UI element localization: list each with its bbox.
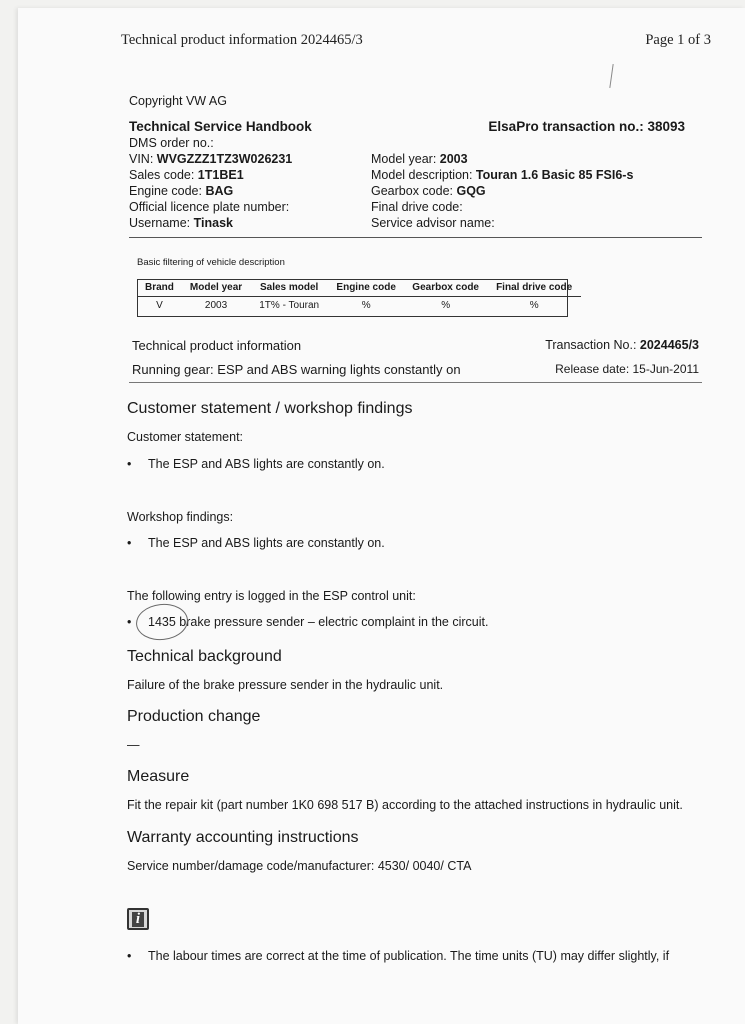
filter-cell: V	[156, 300, 163, 311]
note-bullet: • The labour times are correct at the time of publication. The time units (TU) may differ slightly, if	[127, 949, 670, 963]
production-heading: Production change	[127, 708, 261, 725]
warranty-text: Service number/damage code/manufacturer: 4530/ 0040/ CTA	[127, 859, 472, 873]
copyright: Copyright VW AG	[129, 94, 227, 108]
service-advisor-label: Service advisor name:	[371, 216, 495, 230]
warranty-heading: Warranty accounting instructions	[127, 829, 359, 846]
production-text: —	[127, 738, 140, 752]
customer-subheading: Customer statement:	[127, 430, 244, 444]
model-year-value: 2003	[439, 152, 468, 166]
filter-cell: 1T% - Touran	[259, 300, 320, 311]
transaction-value: 2024465/3	[639, 338, 699, 352]
filter-table	[137, 279, 581, 314]
model-description-value: Touran 1.6 Basic 85 FSI6-s	[475, 168, 634, 182]
final-drive-label: Final drive code:	[371, 200, 463, 214]
page-number: Page 1 of 3	[645, 32, 711, 48]
plate-label: Official licence plate number:	[129, 200, 290, 214]
release-date: Release date: 15-Jun-2011	[555, 362, 699, 376]
model-year-row: Model year: 2003	[371, 152, 468, 166]
tech-text: Failure of the brake pressure sender in the hydraulic unit.	[127, 678, 444, 692]
tech-heading: Technical background	[127, 648, 282, 665]
entry-bullet: • 1435 brake pressure sender – electric complaint in the circuit.	[127, 615, 489, 629]
engine-code-value: BAG	[205, 184, 234, 198]
customer-bullet: • The ESP and ABS lights are constantly on.	[127, 457, 385, 471]
vin-row: VIN: WVGZZZ1TZ3W026231	[129, 152, 293, 166]
filter-header-row	[137, 279, 581, 297]
username-value: Tinask	[193, 216, 233, 230]
filter-cell: 2003	[204, 300, 228, 311]
gearbox-code-row: Gearbox code: GQG	[371, 184, 486, 198]
filter-header: Engine code	[336, 282, 396, 293]
filter-cell: %	[529, 300, 539, 311]
page-header-title: Technical product information 2024465/3	[121, 32, 363, 48]
workshop-subheading: Workshop findings:	[127, 510, 234, 524]
handbook-title: Technical Service Handbook	[129, 119, 312, 134]
model-description-row: Model description: Touran 1.6 Basic 85 FSI6-s	[371, 168, 634, 182]
tpi-label: Technical product information	[132, 338, 302, 353]
gearbox-code-value: GQG	[456, 184, 486, 198]
filter-header: Brand	[145, 282, 174, 293]
sales-code-value: 1T1BE1	[197, 168, 244, 182]
filter-header: Model year	[189, 282, 243, 293]
username-row: Username: Tinask	[129, 216, 233, 230]
engine-code-row: Engine code: BAG	[129, 184, 234, 198]
dms-order-label: DMS order no.:	[129, 136, 214, 150]
filter-cell: %	[441, 300, 451, 311]
info-icon: i	[127, 908, 149, 930]
entry-intro: The following entry is logged in the ESP control unit:	[127, 589, 416, 603]
vin-value: WVGZZZ1TZ3W026231	[156, 152, 293, 166]
measure-heading: Measure	[127, 768, 190, 785]
tpi-subject: Running gear: ESP and ABS warning lights constantly on	[132, 362, 461, 377]
transaction-number: Transaction No.: 2024465/3	[545, 338, 699, 352]
divider	[129, 382, 702, 383]
elsapro-transaction: ElsaPro transaction no.: 38093	[488, 119, 685, 134]
sales-code-row: Sales code: 1T1BE1	[129, 168, 244, 182]
filter-header: Sales model	[259, 282, 319, 293]
filter-header: Gearbox code	[412, 282, 479, 293]
filter-title: Basic filtering of vehicle description	[137, 257, 285, 268]
workshop-bullet: • The ESP and ABS lights are constantly on.	[127, 536, 385, 550]
divider	[129, 237, 702, 238]
filter-header: Final drive code	[496, 282, 573, 293]
customer-heading: Customer statement / workshop findings	[127, 400, 413, 417]
measure-text: Fit the repair kit (part number 1K0 698 517 B) according to the attached instructions in hydraulic unit.	[127, 798, 683, 812]
filter-cell: %	[361, 300, 371, 311]
filter-row	[137, 297, 581, 315]
